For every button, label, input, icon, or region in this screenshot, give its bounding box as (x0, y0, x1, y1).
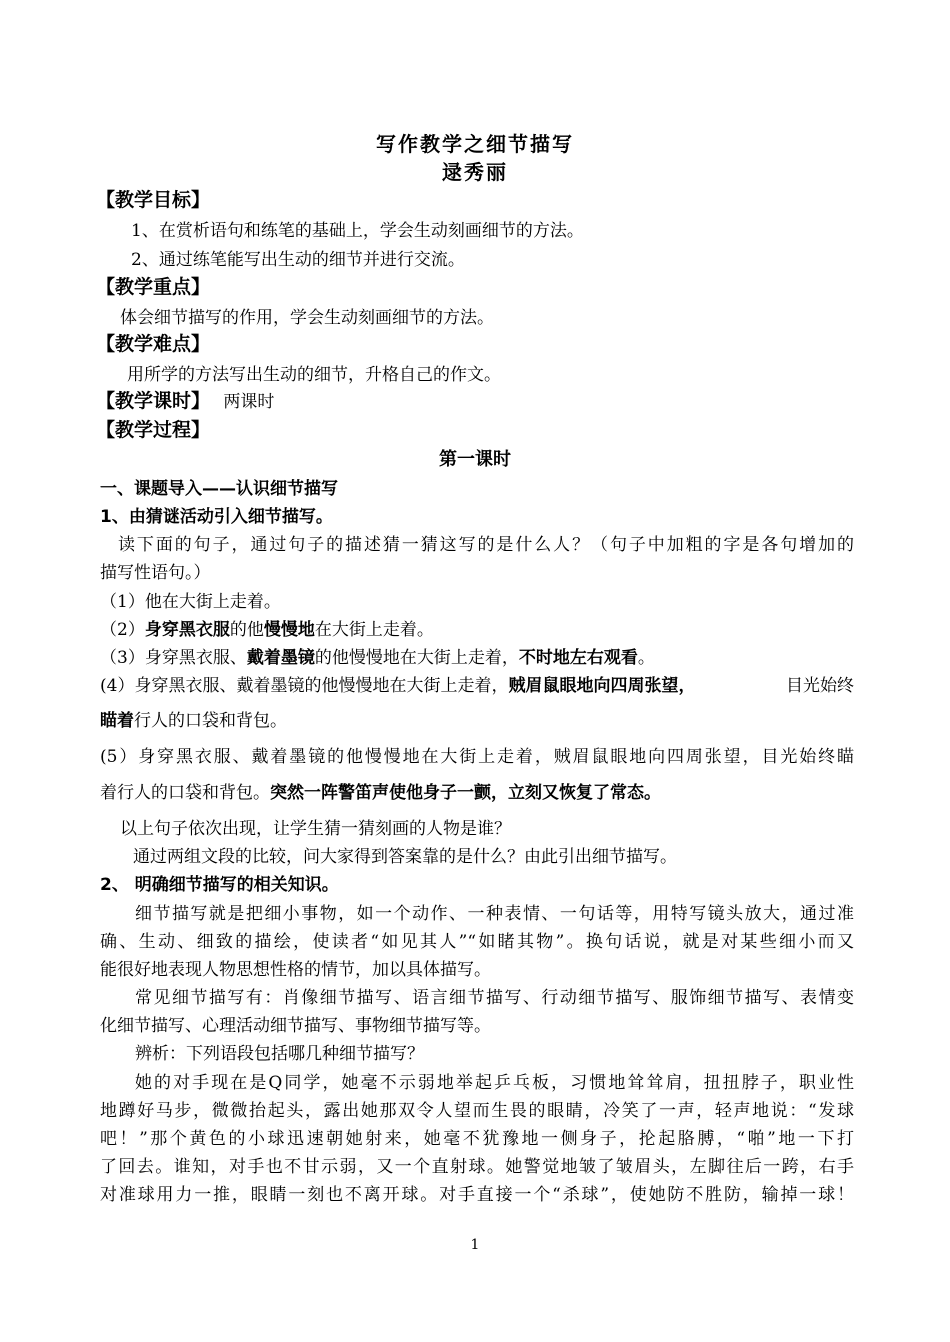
page-number: 1 (470, 1237, 480, 1253)
s3-bold-b: 戴着墨镜 (246, 648, 315, 668)
definition-line2: 确、生动、细致的描绘，使读者“如见其人”“如睹其物”。换句话说，就是对某些细小而又 (100, 932, 854, 952)
goal-2: 2、通过练笔能写出生动的细节并进行交流。 (131, 250, 465, 270)
intro-text-line2: 描写性语句。） (100, 563, 211, 583)
types-line1: 常见细节描写有：肖像细节描写、语言细节描写、行动细节描写、服饰细节描写、表情变 (135, 988, 854, 1008)
definition-line3: 能很好地表现人物思想性格的情节，加以具体描写。 (100, 960, 491, 980)
difficulty-heading: 【教学难点】 (96, 333, 211, 355)
passage-line1: 她的对手现在是Q同学，她毫不示弱地举起乒乓板，习惯地耸耸肩，扭扭脖子，职业性 (135, 1073, 854, 1093)
s5-part-a: 着行人的口袋和背包。 (100, 783, 270, 803)
intro-text-line1: 读下面的句子，通过句子的描述猜一猜这写的是什么人？（句子中加粗的字是各句增加的 (118, 535, 854, 555)
part1-heading: 一、课题导入——认识细节描写 (100, 479, 338, 499)
process-heading: 【教学过程】 (96, 419, 211, 441)
definition-line1: 细节描写就是把细小事物，如一个动作、一种表情、一句话等，用特写镜头放大，通过准 (135, 904, 854, 924)
question-1: 以上句子依次出现，让学生猜一猜刻画的人物是谁？ (120, 819, 511, 839)
s2-part-a: （2） (100, 620, 145, 640)
analyze-prompt: 辨析：下列语段包括哪几种细节描写？ (135, 1044, 424, 1064)
sentence-5-line2 (100, 781, 854, 805)
hours-line (96, 389, 854, 414)
lesson-title: 第一课时 (439, 449, 511, 470)
document-title: 写作教学之细节描写 (376, 132, 574, 156)
key-points-text: 体会细节描写的作用，学会生动刻画细节的方法。 (120, 308, 494, 328)
sentence-1: （1）他在大街上走着。 (100, 592, 281, 612)
difficulty-text: 用所学的方法写出生动的细节，升格自己的作文。 (127, 365, 501, 385)
goal-1: 1、在赏析语句和练笔的基础上，学会生动刻画细节的方法。 (131, 221, 584, 241)
sentence-5-line1: (5）身穿黑衣服、戴着墨镜的他慢慢地在大街上走着，贼眉鼠眼地向四周张望，目光始终瞄 (100, 747, 854, 767)
passage-line3: 吧！”那个黄色的小球迅速朝她射来，她毫不犹豫地一侧身子，抡起胳膊，“啪”地一下打 (100, 1129, 854, 1149)
item1-heading: 1、由猜谜活动引入细节描写。 (100, 507, 333, 527)
author-name: 逯秀丽 (442, 160, 508, 184)
s4-part-e: 行人的口袋和背包。 (134, 711, 287, 731)
hours-text: 两课时 (223, 392, 275, 412)
s4-part-c: 目光始终 (786, 676, 854, 696)
s3-part-c: 的他慢慢地在大街上走着， (314, 648, 519, 668)
question-2: 通过两组文段的比较，问大家得到答案靠的是什么？由此引出细节描写。 (133, 847, 677, 867)
s3-part-a: （3）身穿黑衣服、 (100, 648, 247, 668)
s4-bold-b: 贼眉鼠眼地向四周张望， (508, 676, 696, 696)
types-line2: 化细节描写、心理活动细节描写、事物细节描写等。 (100, 1016, 491, 1036)
s3-bold-d: 不时地左右观看 (518, 648, 638, 668)
item2-heading: 2、 明确细节描写的相关知识。 (100, 875, 339, 895)
goals-heading: 【教学目标】 (96, 189, 211, 211)
s2-part-c: 的他 (229, 620, 264, 640)
sentence-2 (100, 618, 854, 642)
s5-bold-b: 突然一阵警笛声使他身子一颤，立刻又恢复了常态。 (270, 783, 661, 803)
s4-bold-d: 瞄着 (100, 711, 134, 731)
s4-part-a: (4）身穿黑衣服、戴着墨镜的他慢慢地在大街上走着， (100, 676, 509, 696)
s3-part-e: 。 (637, 648, 655, 668)
key-points-heading: 【教学重点】 (96, 276, 211, 298)
hours-heading: 【教学课时】 (96, 390, 211, 412)
passage-line2: 地蹲好马步，微微抬起头，露出她那双令人望而生畏的眼睛，冷笑了一声，轻声地说：“发球 (100, 1101, 854, 1121)
s2-bold-d: 慢慢地 (263, 620, 315, 640)
sentence-4-line1 (100, 674, 854, 698)
passage-line5: 对准球用力一推，眼睛一刻也不离开球。对手直接一个“杀球”，使她防不胜防，输掉一球！ (100, 1185, 854, 1205)
s2-part-e: 在大街上走着。 (314, 620, 434, 640)
passage-line4: 了回去。谁知，对手也不甘示弱，又一个直射球。她警觉地皱了皱眉头，左脚往后一跨，右手 (100, 1157, 854, 1177)
s2-bold-b: 身穿黑衣服 (144, 620, 230, 640)
sentence-3 (100, 646, 854, 670)
sentence-4-line2 (100, 709, 854, 733)
